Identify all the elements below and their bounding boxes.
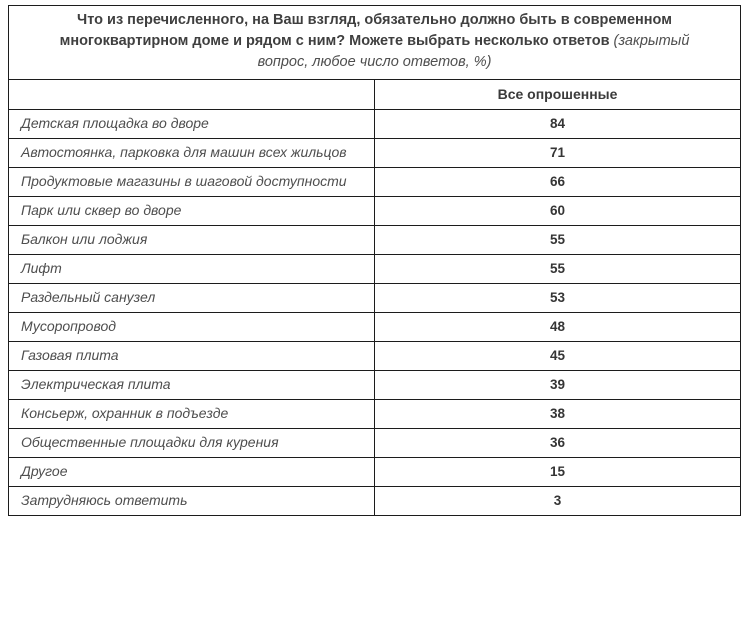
row-label: Газовая плита (9, 342, 375, 371)
table-row (9, 255, 741, 284)
table-row (9, 313, 741, 342)
column-header-all-respondents: Все опрошенные (375, 80, 741, 110)
row-label: Парк или сквер во дворе (9, 197, 375, 226)
table-row (9, 342, 741, 371)
row-value: 53 (375, 284, 741, 313)
row-value: 84 (375, 110, 741, 139)
title-row (9, 6, 741, 80)
row-label: Мусоропровод (9, 313, 375, 342)
row-label: Затрудняюсь ответить (9, 487, 375, 516)
table-row (9, 284, 741, 313)
table-row (9, 458, 741, 487)
row-label: Продуктовые магазины в шаговой доступности (9, 168, 375, 197)
row-label: Другое (9, 458, 375, 487)
row-value: 45 (375, 342, 741, 371)
row-value: 48 (375, 313, 741, 342)
row-label: Балкон или лоджия (9, 226, 375, 255)
corner-empty-cell (9, 80, 375, 110)
row-label: Автостоянка, парковка для машин всех жильцов (9, 139, 375, 168)
row-label: Электрическая плита (9, 371, 375, 400)
question-note: (закрытый вопрос, любое число ответов, %) (257, 33, 690, 71)
table-row (9, 226, 741, 255)
row-value: 55 (375, 255, 741, 284)
row-value: 60 (375, 197, 741, 226)
row-label: Раздельный санузел (9, 284, 375, 313)
table-title (9, 6, 741, 80)
table-row (9, 429, 741, 458)
table-row (9, 110, 741, 139)
row-value: 3 (375, 487, 741, 516)
header-row (9, 80, 741, 110)
table-row (9, 197, 741, 226)
table-row (9, 487, 741, 516)
row-value: 66 (375, 168, 741, 197)
row-value: 39 (375, 371, 741, 400)
row-value: 15 (375, 458, 741, 487)
row-value: 36 (375, 429, 741, 458)
row-label: Общественные площадки для курения (9, 429, 375, 458)
row-value: 38 (375, 400, 741, 429)
row-label: Консьерж, охранник в подъезде (9, 400, 375, 429)
row-value: 55 (375, 226, 741, 255)
question-text: Что из перечисленного, на Ваш взгляд, обязательно должно быть в современном многоквартирном доме и рядом с ним? Можете выбрать несколько ответов (59, 12, 672, 50)
survey-results-table (8, 5, 741, 516)
table-row (9, 400, 741, 429)
table-row (9, 168, 741, 197)
row-value: 71 (375, 139, 741, 168)
table-row (9, 139, 741, 168)
row-label: Детская площадка во дворе (9, 110, 375, 139)
table-row (9, 371, 741, 400)
page (0, 5, 750, 630)
row-label: Лифт (9, 255, 375, 284)
